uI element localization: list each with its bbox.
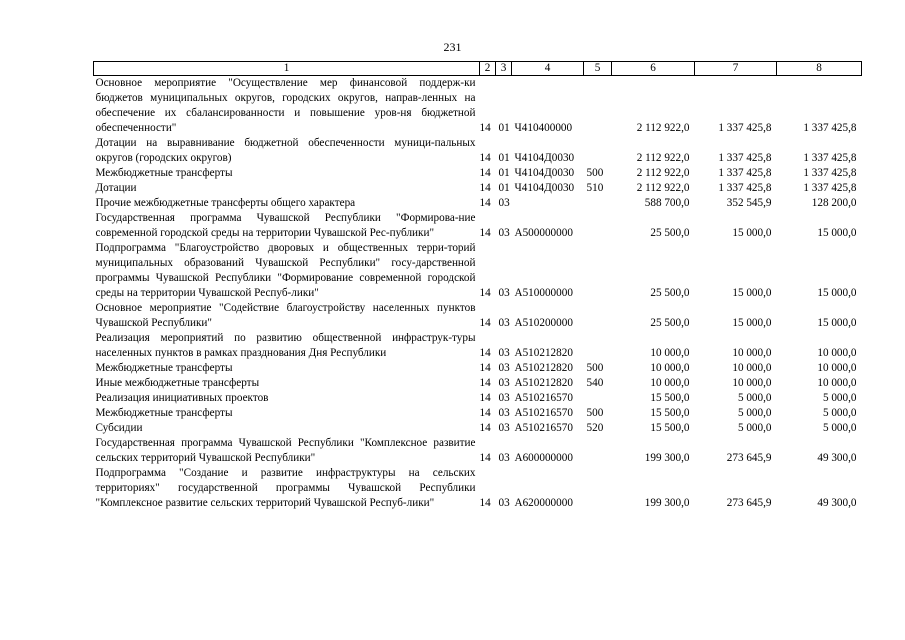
row-section-cell: 14 [479,167,491,179]
row-expense-type-cell [584,331,612,361]
row-subsection-cell: 03 [498,377,510,389]
row-amount-1-cell: 588 700,0 [644,197,690,209]
table-row [94,211,862,241]
row-subsection-cell: 03 [498,362,510,374]
row-target-article-cell: Ч410400000 [514,122,573,134]
row-target-article-cell: Ч4104Д0030 [514,167,575,179]
row-amount-3-cell: 5 000,0 [822,407,857,419]
row-name-cell: Дотации на выравнивание бюджетной обеспеченности муници-пальных округов (городских округов) [95,137,476,164]
row-name-cell: Государственная программа Чувашской Республики "Формирова-ние современной городской среды на территории Чувашской Рес-публики" [95,212,476,239]
row-amount-1-cell: 2 112 922,0 [636,152,690,164]
row-subsection-cell: 01 [498,122,510,134]
row-section-cell: 14 [479,197,491,209]
row-expense-type-cell [584,436,612,466]
row-amount-3-cell: 49 300,0 [817,452,857,464]
row-subsection-cell: 03 [498,287,510,299]
row-name-cell: Государственная программа Чувашской Республики "Комплексное развитие сельских территорий Чувашской Республики" [95,437,476,464]
row-amount-3-cell: 1 337 425,8 [803,167,857,179]
row-amount-1-cell: 2 112 922,0 [636,182,690,194]
row-amount-1-cell: 25 500,0 [650,287,690,299]
column-header-amount-1: 6 [612,62,695,76]
row-section-cell: 14 [479,392,491,404]
row-section-cell: 14 [479,227,491,239]
row-amount-1-cell: 199 300,0 [644,497,690,509]
row-target-article-cell: A600000000 [514,452,573,464]
row-amount-2-cell: 5 000,0 [737,422,772,434]
row-target-article-cell: A510216570 [514,407,573,419]
row-amount-2-cell: 352 545,9 [726,197,772,209]
row-expense-type-cell [584,76,612,137]
row-name-cell: Дотации [95,182,137,194]
row-subsection-cell: 01 [498,152,510,164]
budget-table [93,61,862,511]
row-name-cell: Основное мероприятие "Осуществление мер финансовой поддерж-ки бюджетов муниципальных округов, городских округов, направ-ленных на обеспечение их сбалансированности и повышение уров-ня бюджетной обеспеченности" [95,77,476,134]
row-amount-3-cell: 10 000,0 [817,377,857,389]
row-section-cell: 14 [479,152,491,164]
row-name-cell: Межбюджетные трансферты [95,362,233,374]
row-name-cell: Подпрограмма "Благоустройство дворовых и общественных терри-торий муниципальных образований Чувашской Республики" госу-дарственной программы Чувашской Республики "Формирование современной городской среды на территории Чувашской Респуб-лики" [95,242,476,299]
row-target-article-cell: A510212820 [514,347,573,359]
table-row [94,241,862,301]
table-row [94,361,862,376]
row-amount-1-cell: 10 000,0 [650,362,690,374]
row-expense-type-cell [584,301,612,331]
row-name-cell: Иные межбюджетные трансферты [95,377,260,389]
row-amount-3-cell: 1 337 425,8 [803,152,857,164]
row-target-article-cell: A510200000 [514,317,573,329]
row-subsection-cell: 01 [498,182,510,194]
row-amount-2-cell: 15 000,0 [732,317,772,329]
row-amount-2-cell: 5 000,0 [737,407,772,419]
page-number: 231 [443,40,462,54]
column-header-section: 2 [480,62,496,76]
row-target-article-cell: Ч4104Д0030 [514,152,575,164]
row-name-cell: Прочие межбюджетные трансферты общего характера [95,197,356,209]
row-expense-type-cell [584,136,612,166]
column-header-amount-3: 8 [777,62,862,76]
column-header-expense-type: 5 [584,62,612,76]
row-section-cell: 14 [479,122,491,134]
table-row [94,301,862,331]
table-row [94,166,862,181]
row-subsection-cell: 03 [498,197,510,209]
row-amount-3-cell: 5 000,0 [822,422,857,434]
row-section-cell: 14 [479,422,491,434]
row-subsection-cell: 03 [498,422,510,434]
row-name-cell: Подпрограмма "Создание и развитие инфраструктуры на сельских территориях" государственной программы Чувашской Республики "Комплексное развитие сельских территорий Чувашской Респуб-лики" [95,467,476,509]
row-expense-type-cell: 510 [586,182,604,194]
row-expense-type-cell [584,241,612,301]
row-subsection-cell: 03 [498,407,510,419]
row-amount-3-cell: 5 000,0 [822,392,857,404]
row-amount-1-cell: 25 500,0 [650,317,690,329]
row-amount-1-cell: 10 000,0 [650,377,690,389]
row-amount-1-cell: 2 112 922,0 [636,122,690,134]
row-amount-2-cell: 5 000,0 [737,392,772,404]
table-row [94,136,862,166]
column-header-amount-2: 7 [695,62,777,76]
row-amount-1-cell: 15 500,0 [650,407,690,419]
row-expense-type-cell [584,196,612,211]
row-section-cell: 14 [479,182,491,194]
row-amount-1-cell: 199 300,0 [644,452,690,464]
row-name-cell: Реализация мероприятий по развитию общественной инфраструк-туры населенных пунктов в рамках празднования Дня Республики [95,332,476,359]
row-expense-type-cell: 520 [586,422,604,434]
row-amount-3-cell: 1 337 425,8 [803,182,857,194]
row-subsection-cell: 03 [498,497,510,509]
row-section-cell: 14 [479,377,491,389]
row-expense-type-cell: 500 [586,407,604,419]
row-target-article-cell: A510000000 [514,287,573,299]
row-target-article-cell: A510216570 [514,392,573,404]
row-amount-2-cell: 1 337 425,8 [718,167,772,179]
row-amount-2-cell: 15 000,0 [732,287,772,299]
table-row [94,391,862,406]
column-header-name: 1 [94,62,480,76]
row-amount-1-cell: 10 000,0 [650,347,690,359]
table-row [94,406,862,421]
row-expense-type-cell: 500 [586,362,604,374]
row-target-article-cell: A510212820 [514,377,573,389]
row-target-article-cell: A510216570 [514,422,573,434]
row-amount-2-cell: 1 337 425,8 [718,152,772,164]
table-row [94,376,862,391]
row-amount-2-cell: 10 000,0 [732,362,772,374]
column-header-subsection: 3 [496,62,512,76]
row-amount-2-cell: 273 645,9 [726,497,772,509]
row-expense-type-cell [584,391,612,406]
row-amount-2-cell: 1 337 425,8 [718,122,772,134]
row-section-cell: 14 [479,497,491,509]
row-amount-1-cell: 25 500,0 [650,227,690,239]
row-subsection-cell: 03 [498,392,510,404]
row-section-cell: 14 [479,452,491,464]
row-name-cell: Межбюджетные трансферты [95,167,233,179]
table-row [94,331,862,361]
row-target-article-cell [512,196,584,211]
row-section-cell: 14 [479,362,491,374]
row-target-article-cell: A510212820 [514,362,573,374]
row-amount-1-cell: 2 112 922,0 [636,167,690,179]
row-target-article-cell: A620000000 [514,497,573,509]
row-amount-3-cell: 1 337 425,8 [803,122,857,134]
row-expense-type-cell [584,466,612,511]
row-section-cell: 14 [479,287,491,299]
row-amount-3-cell: 15 000,0 [817,287,857,299]
row-section-cell: 14 [479,407,491,419]
row-amount-3-cell: 128 200,0 [811,197,857,209]
row-amount-3-cell: 49 300,0 [817,497,857,509]
table-header-row [94,62,862,76]
row-name-cell: Субсидии [95,422,143,434]
row-target-article-cell: A500000000 [514,227,573,239]
row-amount-2-cell: 10 000,0 [732,347,772,359]
table-body [94,76,862,512]
row-amount-3-cell: 10 000,0 [817,362,857,374]
row-amount-2-cell: 10 000,0 [732,377,772,389]
row-amount-2-cell: 1 337 425,8 [718,182,772,194]
table-row [94,196,862,211]
table-row [94,436,862,466]
row-expense-type-cell [584,211,612,241]
row-amount-2-cell: 273 645,9 [726,452,772,464]
table-row [94,421,862,436]
row-amount-1-cell: 15 500,0 [650,392,690,404]
row-amount-2-cell: 15 000,0 [732,227,772,239]
row-amount-3-cell: 10 000,0 [817,347,857,359]
row-name-cell: Реализация инициативных проектов [95,392,269,404]
row-expense-type-cell: 540 [586,377,604,389]
table-row [94,181,862,196]
row-expense-type-cell: 500 [586,167,604,179]
row-subsection-cell: 01 [498,167,510,179]
column-header-target-article: 4 [512,62,584,76]
table-row [94,466,862,511]
row-subsection-cell: 03 [498,452,510,464]
row-name-cell: Основное мероприятие "Содействие благоустройству населенных пунктов Чувашской Республики" [95,302,476,329]
row-amount-3-cell: 15 000,0 [817,317,857,329]
row-subsection-cell: 03 [498,227,510,239]
row-section-cell: 14 [479,347,491,359]
row-name-cell: Межбюджетные трансферты [95,407,233,419]
row-target-article-cell: Ч4104Д0030 [514,182,575,194]
row-section-cell: 14 [479,317,491,329]
row-subsection-cell: 03 [498,317,510,329]
table-row [94,76,862,137]
row-amount-3-cell: 15 000,0 [817,227,857,239]
row-subsection-cell: 03 [498,347,510,359]
row-amount-1-cell: 15 500,0 [650,422,690,434]
